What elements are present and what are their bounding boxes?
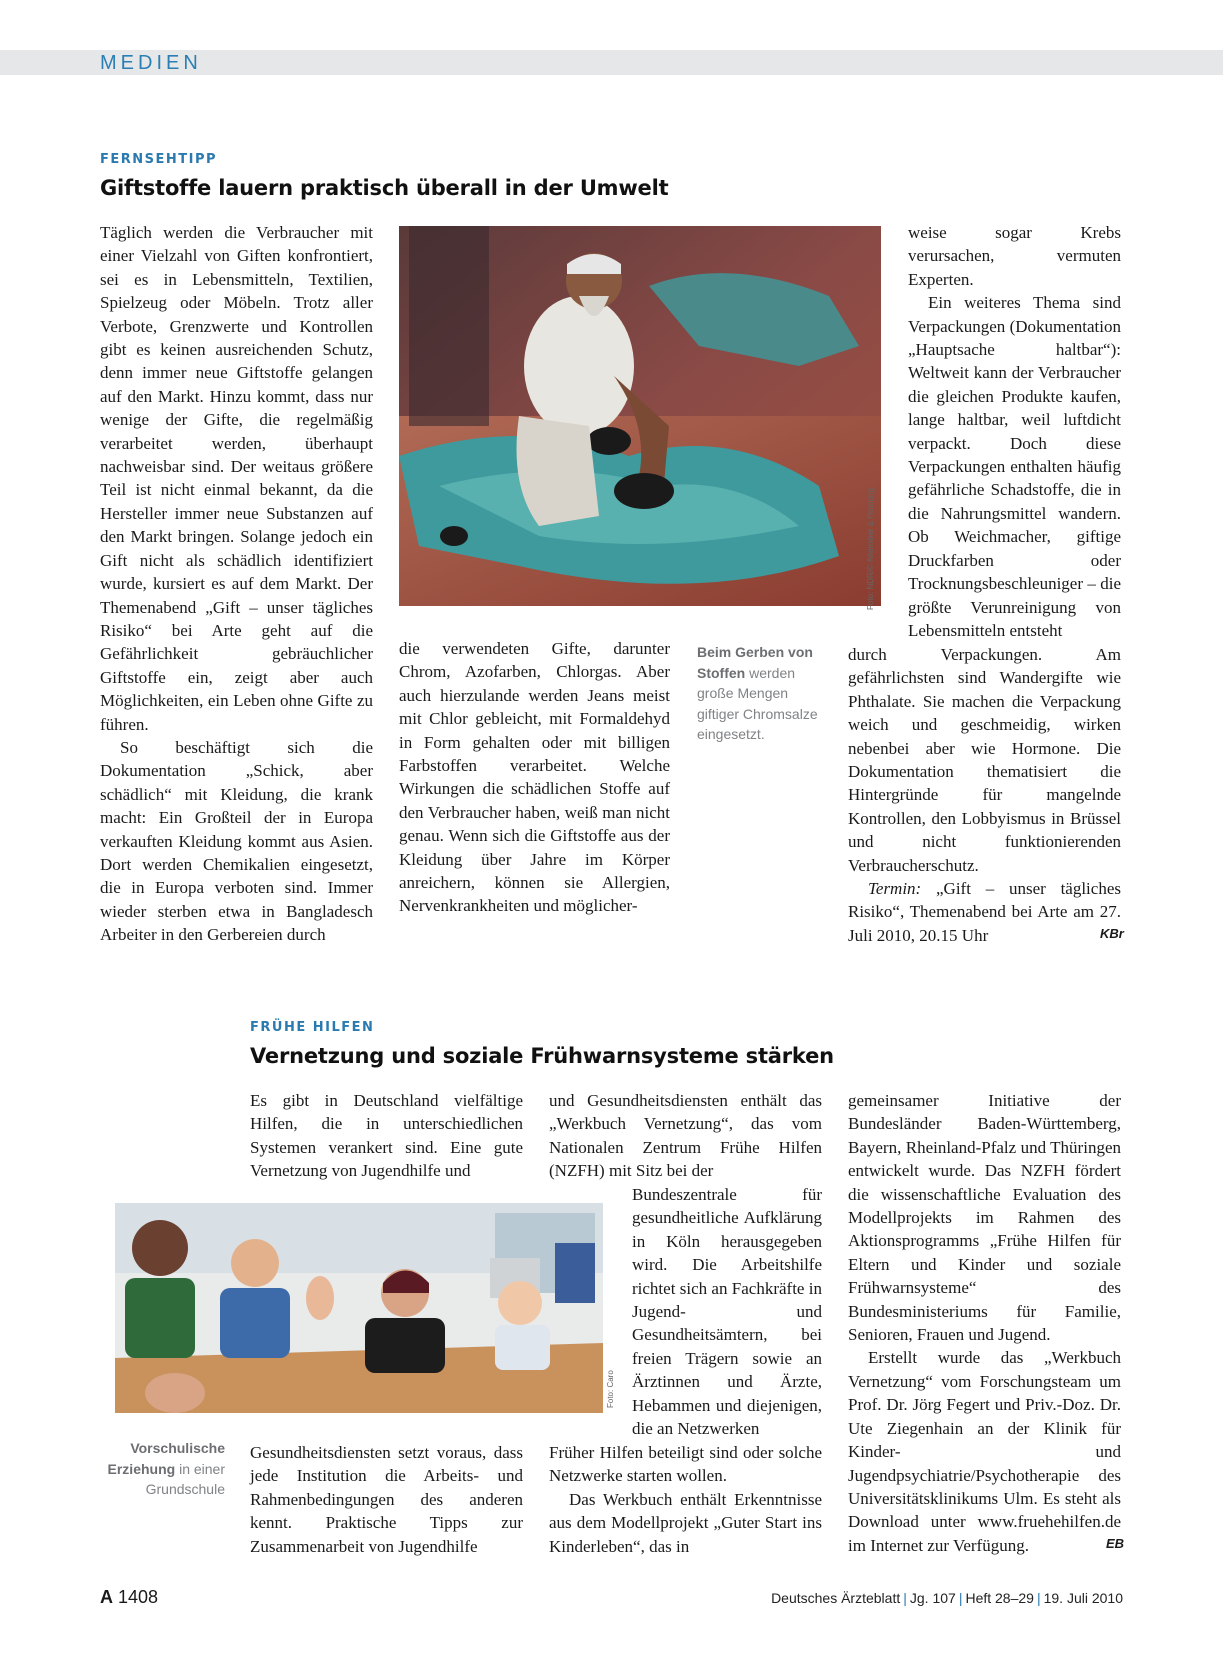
paragraph: und Gesundheitsdiensten enthält das „Werkbuch Vernetzung“, das vom Nationalen Zentrum Frühe Hilfen (NZFH) mit Sitz bei der [549,1091,822,1181]
paragraph: durch Verpackungen. Am gefährlichsten sind Wandergifte wie Phthalate. Sie machen die Verpackung weich und geschmeidig, wirken nebenbei aber wie Hormone. Die Dokumentation thematisiert die Hintergründe für mangelnde Kontrollen, den Lobbyismus in Brüssel und nicht funktionierenden Verbraucherschutz. [848,645,1121,875]
article1-kicker: FERNSEHTIPP [100,152,218,167]
paragraph: Täglich werden die Verbraucher mit einer Vielzahl von Giften konfrontiert, sei es in Lebensmitteln, Textilien, Spielzeug oder Möbeln. Trotz aller Verbote, Grenzwerte und Kontrollen gibt es keinen ausreichenden Schutz, denn immer neue Giftstoffe gelangen auf den Markt. Hinzu kommt, dass nur wenige der Gifte, die regelmäßig verarbeitet werden, überhaupt nachweisbar sind. Der weitaus größere Teil ist nicht einmal bekannt, da die Hersteller immer neue Substanzen auf den Markt bringen. Solange jedoch ein Gift nicht als schädlich identifiziert wurde, kursiert es auf dem Markt. Der Themenabend „Gift – unser tägliches Risiko“ bei Arte geht auf die Gefährlichkeit gebräuchlicher Giftstoffe ein, zeigt aber auch Möglichkeiten, ein Leben ohne Gifte zu führen. [100,223,373,734]
termin-text: „Gift – unser tägliches Risiko“, Themenabend bei Arte am 27. Juli 2010, 20.15 Uhr [848,879,1121,945]
paragraph: Erstellt wurde das „Werkbuch Vernetzung“ vom Forschungsteam um Prof. Dr. Jörg Fegert und Priv.-Doz. Dr. Ute Ziegenhain an der Klinik für Kinder- und Jugendpsychiatrie/Psychotherapie des Universitätsklinikums Ulm. Es steht als Download unter www.fruehehilfen.de im Internet zur Verfügung. [848,1348,1121,1555]
journal-volume: Jg. 107 [909,1590,956,1606]
journal-date: 19. Juli 2010 [1043,1590,1123,1606]
caption-bold: Vorschulische Erziehung [107,1440,225,1477]
journal-info [771,1590,1123,1606]
article1-column-3-bottom [848,643,1121,947]
article2-column-1-bottom [250,1441,523,1558]
paragraph: die verwendeten Gifte, darunter Chrom, Azofarben, Chlorgas. Aber auch hierzulande werden Jeans meist mit Chlor gebleicht, mit Formaldehyd in Form gehalten oder mit billigen Farbstoffen verarbeitet. Welche Wirkungen die schädlichen Stoffe auf den Verbraucher haben, weiß man nicht genau. Wenn sich die Giftstoffe aus der Kleidung über Jahre im Körper anreichern, können sie Allergien, Nervenkrankheiten und möglicher- [399,639,670,916]
paragraph: Früher Hilfen beteiligt sind oder solche Netzwerke starten wollen. [549,1443,822,1486]
article1-headline: Giftstoffe lauern praktisch überall in der Umwelt [100,176,669,200]
paragraph: Es gibt in Deutschland vielfältige Hilfen, die in unterschiedlichen Systemen verankert sind. Eine gute Vernetzung von Jugendhilfe und [250,1091,523,1181]
article2-column-2-mid [632,1183,822,1440]
page-prefix: A [100,1587,113,1607]
tannery-photo [399,226,881,606]
article2-column-1-top [250,1089,523,1183]
article2-kicker: FRÜHE HILFEN [250,1020,375,1035]
photo-credit: Foto: NDR/© Altemeier & Hornung [866,488,875,610]
caption-text: werden große Mengen giftiger Chromsalze eingesetzt. [697,664,818,742]
caption-text: in einer Grundschule [145,1460,225,1497]
classroom-photo [115,1203,603,1413]
article1-column-3-top [908,221,1121,642]
article2-caption [100,1438,225,1500]
article2-headline: Vernetzung und soziale Frühwarnsysteme stärken [250,1044,834,1068]
separator: | [1036,1590,1041,1606]
author-initials: EB [1106,1536,1125,1551]
section-label: MEDIEN [100,52,202,74]
termin-paragraph [848,877,1121,947]
author-initials: KBr [1100,926,1124,941]
caption-bold: Beim Gerben von Stoffen [697,644,813,681]
article2-column-2-bottom [549,1441,822,1558]
paragraph: Bundeszentrale für gesundheitliche Aufklärung in Köln herausgegeben wird. Die Arbeitshilfe richtet sich an Fachkräfte in Jugend- und Gesundheitsämtern, bei freien Trägern sowie an Ärztinnen und Ärzte, Hebammen und diejenigen, die an Netzwerken [632,1185,822,1439]
article2-column-3 [848,1089,1121,1557]
paragraph: So beschäftigt sich die Dokumentation „Schick, aber schädlich“ mit Kleidung, die krank macht: Ein Großteil der in Europa verkauften Kleidung kommt aus Asien. Dort werden Chemikalien eingesetzt, die in Europa verboten sind. Immer wieder sterben etwa in Bangladesch Arbeiter in den Gerbereien durch [100,737,373,945]
journal-name: Deutsches Ärzteblatt [771,1590,901,1606]
paragraph: Gesundheitsdiensten setzt voraus, dass jede Institution die Arbeits- und Rahmenbedingungen des anderen kennt. Praktische Tipps zur Zusammenarbeit von Jugendhilfe [250,1443,523,1556]
tannery-photo-image [399,226,881,606]
separator: | [903,1590,907,1606]
classroom-photo-image [115,1203,603,1413]
termin-label: Termin: [868,879,922,899]
separator: | [958,1590,963,1606]
paragraph: Ein weiteres Thema sind Verpackungen (Dokumentation „Hauptsache haltbar“): Weltweit kann der Verbraucher die gleichen Produkte kaufen, lange haltbar, weil luftdicht verpackt. Doch diese Verpackungen enthalten häufig gefährliche Schadstoffe, die in die Nahrungsmittel wandern. Ob Weichmacher, giftige Druckfarben oder Trocknungsbeschleuniger – die größte Verunreinigung von Lebensmitteln entsteht [908,293,1121,640]
article1-column-1 [100,221,373,947]
article1-caption [697,642,819,745]
article2-column-2-top [549,1089,822,1183]
paragraph: weise sogar Krebs verursachen, vermuten Experten. [908,223,1121,289]
photo-credit: Foto: Caro [606,1370,615,1408]
page-number [100,1587,158,1608]
article1-column-2 [399,637,670,918]
paragraph: Das Werkbuch enthält Erkenntnisse aus dem Modellprojekt „Guter Start ins Kinderleben“, das in [549,1489,822,1556]
page-number-value: 1408 [118,1587,159,1607]
journal-issue: Heft 28–29 [965,1590,1034,1606]
paragraph: gemeinsamer Initiative der Bundesländer Baden-Württemberg, Bayern, Rheinland-Pfalz und Thüringen entwickelt wurde. Das NZFH fördert die wissenschaftliche Evaluation des Modellprojekts im Rahmen des Aktionsprogramms „Frühe Hilfen für Eltern und Kinder und soziale Frühwarnsysteme“ des Bundesministeriums für Familie, Senioren, Frauen und Jugend. [848,1091,1121,1345]
